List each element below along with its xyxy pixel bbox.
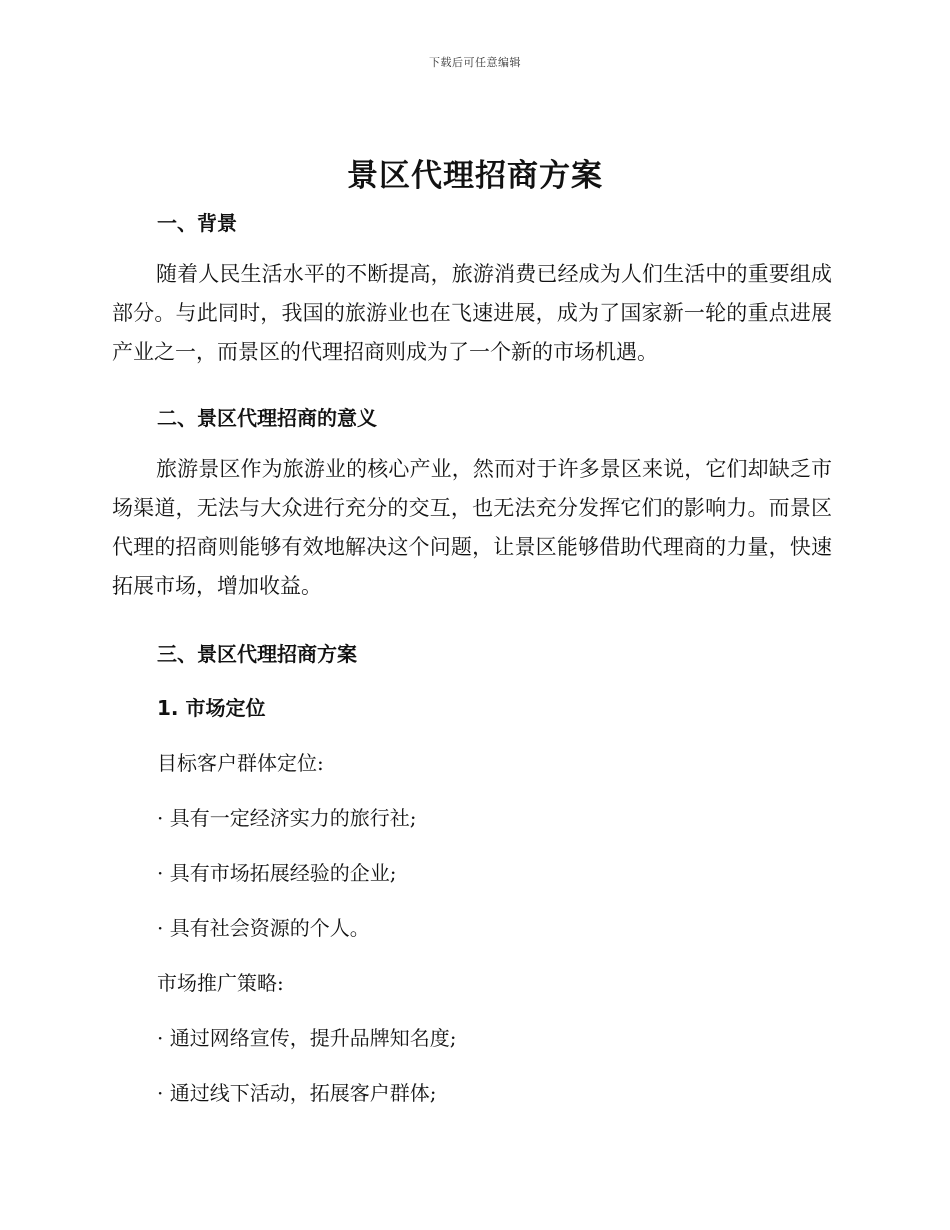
list-item: · 具有一定经济实力的旅行社; [157, 806, 417, 830]
paragraph-significance: 旅游景区作为旅游业的核心产业，然而对于许多景区来说，它们却缺乏市场渠道，无法与大众进行充分的交互，也无法充分发挥它们的影响力。而景区代理的招商则能够有效地解决这个问题，让景区能够借助代理商的力量，快速拓展市场，增加收益。 [112, 457, 832, 598]
document-title: 景区代理招商方案 [347, 158, 603, 194]
header-note: 下载后可任意编辑 [429, 56, 521, 69]
list-item: · 通过网络宣传，提升品牌知名度; [157, 1026, 457, 1050]
list-item: · 具有社会资源的个人。 [157, 916, 370, 940]
paragraph-background: 随着人民生活水平的不断提高，旅游消费已经成为人们生活中的重要组成部分。与此同时，我国的旅游业也在飞速进展，成为了国家新一轮的重点进展产业之一，而景区的代理招商则成为了一个新的市场机遇。 [112, 262, 832, 364]
target-customers-label: 目标客户群体定位: [157, 751, 324, 775]
list-item: · 具有市场拓展经验的企业; [157, 861, 397, 885]
section-heading-plan: 三、景区代理招商方案 [157, 642, 357, 666]
subheading-market-positioning: 1. 市场定位 [157, 696, 266, 720]
promotion-strategy-label: 市场推广策略: [157, 971, 284, 995]
list-item: · 通过线下活动，拓展客户群体; [157, 1081, 437, 1105]
section-heading-background: 一、背景 [157, 211, 237, 235]
section-heading-significance: 二、景区代理招商的意义 [157, 406, 377, 430]
